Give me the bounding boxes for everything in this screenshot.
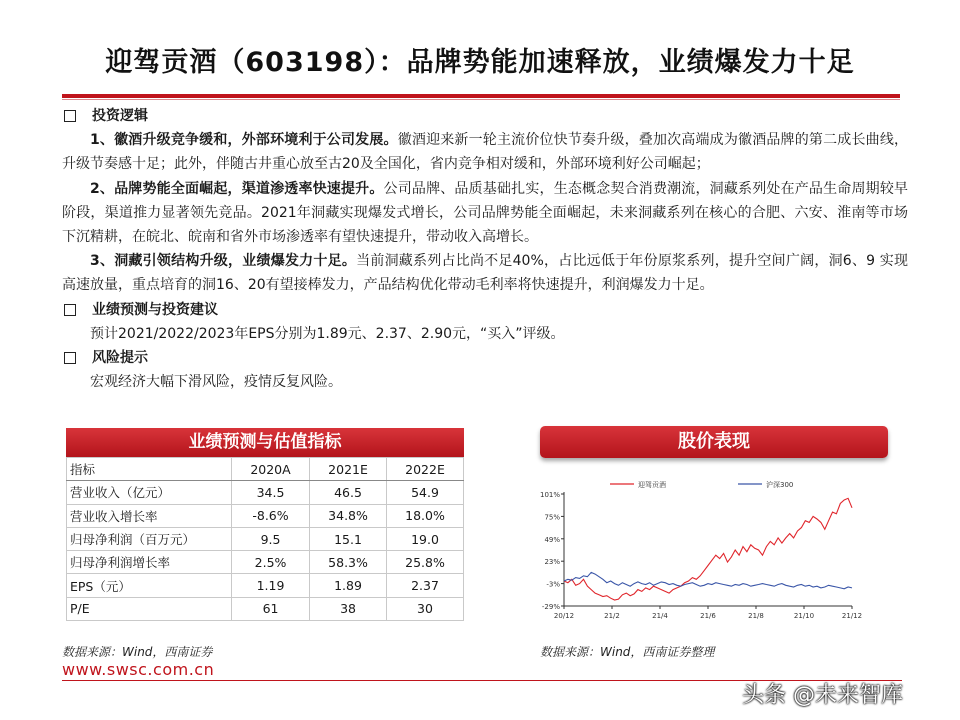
table-header-row bbox=[67, 458, 464, 481]
table-cell: 19.0 bbox=[387, 527, 464, 550]
series-line-1 bbox=[564, 498, 852, 600]
section-heading-forecast: 业绩预测与投资建议 bbox=[62, 298, 908, 322]
table-cell: -8.6% bbox=[232, 504, 310, 527]
table-cell: 2.37 bbox=[387, 574, 464, 597]
y-tick-label: 49% bbox=[544, 535, 560, 544]
table-cell: 归母净利润增长率 bbox=[67, 551, 232, 574]
table-row bbox=[67, 481, 464, 504]
x-tick-label: 21/2 bbox=[604, 612, 620, 620]
title-divider bbox=[62, 94, 900, 98]
title-divider-thin bbox=[62, 99, 900, 100]
table-row bbox=[67, 551, 464, 574]
table-cell: 54.9 bbox=[387, 481, 464, 504]
footer-url: www.swsc.com.cn bbox=[62, 660, 215, 679]
table-header-cell: 2021E bbox=[310, 458, 387, 481]
risk-text: 宏观经济大幅下滑风险，疫情反复风险。 bbox=[90, 374, 342, 391]
stock-price-chart bbox=[520, 472, 880, 632]
table-cell: 25.8% bbox=[387, 551, 464, 574]
section-heading-logic: 投资逻辑 bbox=[62, 104, 908, 128]
forecast-text: 预计2021/2022/2023年EPS分别为1.89元、2.37、2.90元，“买入”评级。 bbox=[90, 325, 565, 342]
table-cell: 15.1 bbox=[310, 527, 387, 550]
bullet-square-icon bbox=[64, 352, 76, 364]
table-row bbox=[67, 574, 464, 597]
forecast-table bbox=[66, 457, 464, 621]
table-cell: 30 bbox=[387, 597, 464, 620]
table-cell: 归母净利润（百万元） bbox=[67, 527, 232, 550]
bullet-square-icon bbox=[64, 304, 76, 316]
page-title: 迎驾贡酒（603198）：品牌势能加速释放，业绩爆发力十足 bbox=[105, 47, 855, 78]
x-tick-label: 21/8 bbox=[748, 612, 764, 620]
table-cell: 58.3% bbox=[310, 551, 387, 574]
table-row bbox=[67, 527, 464, 550]
main-content bbox=[62, 104, 908, 394]
table-cell: EPS（元） bbox=[67, 574, 232, 597]
table-cell: 1.19 bbox=[232, 574, 310, 597]
table-cell: 18.0% bbox=[387, 504, 464, 527]
table-title: 业绩预测与估值指标 bbox=[66, 428, 464, 457]
x-tick-label: 21/6 bbox=[700, 612, 716, 620]
series-line-2 bbox=[564, 572, 852, 588]
watermark: 头条 @未来智库 bbox=[742, 683, 903, 708]
x-tick-label: 21/10 bbox=[793, 612, 815, 620]
x-tick-label: 20/12 bbox=[553, 612, 575, 620]
paragraph-1: 1、徽酒升级竞争缓和，外部环境利于公司发展。徽酒迎来新一轮主流价位快节奏升级，叠加次高端成为徽酒品牌的第二成长曲线，升级节奏感十足；此外，伴随古井重心放至古20及全国化，省内竞争相对缓和，外部环境利好公司崛起； bbox=[62, 132, 908, 173]
x-tick-label: 21/4 bbox=[652, 612, 668, 620]
table-cell: 营业收入（亿元） bbox=[67, 481, 232, 504]
y-tick-label: 75% bbox=[544, 513, 560, 522]
table-cell: 营业收入增长率 bbox=[67, 504, 232, 527]
legend-label: 迎驾贡酒 bbox=[638, 481, 666, 489]
table-header-cell: 2022E bbox=[387, 458, 464, 481]
legend-label: 沪深300 bbox=[766, 481, 794, 489]
table-header-cell: 指标 bbox=[67, 458, 232, 481]
table-cell: P/E bbox=[67, 597, 232, 620]
paragraph-3: 3、洞藏引领结构升级，业绩爆发力十足。当前洞藏系列占比尚不足40%，占比远低于年份原浆系列，提升空间广阔，洞6、9 实现高速放量，重点培育的洞16、20有望接棒发力，产品结构优化带动毛利率将快速提升，利润爆发力十足。 bbox=[62, 253, 908, 294]
y-tick-label: 101% bbox=[539, 491, 560, 499]
table-cell: 38 bbox=[310, 597, 387, 620]
table-cell: 2.5% bbox=[232, 551, 310, 574]
x-tick-label: 21/12 bbox=[841, 612, 863, 620]
section-heading-risk: 风险提示 bbox=[62, 346, 908, 370]
table-cell: 9.5 bbox=[232, 527, 310, 550]
table-row bbox=[67, 504, 464, 527]
paragraph-2: 2、品牌势能全面崛起，渠道渗透率快速提升。公司品牌、品质基础扎实，生态概念契合消费潮流，洞藏系列处在产品生命周期较早阶段，渠道推力显著领先竞品。2021年洞藏实现爆发式增长，公司品牌势能全面崛起，未来洞藏系列在核心的合肥、六安、淮南等市场下沉精耕，在皖北、皖南和省外市场渗透率有望快速提升，带动收入高增长。 bbox=[62, 180, 909, 246]
bullet-square-icon bbox=[64, 110, 76, 122]
table-header-cell: 2020A bbox=[232, 458, 310, 481]
y-tick-label: 23% bbox=[544, 558, 560, 567]
y-tick-label: -29% bbox=[541, 603, 560, 611]
table-cell: 61 bbox=[232, 597, 310, 620]
table-cell: 34.8% bbox=[310, 504, 387, 527]
y-tick-label: -3% bbox=[546, 580, 560, 589]
chart-title: 股价表现 bbox=[540, 426, 888, 458]
forecast-table-panel bbox=[66, 428, 464, 621]
table-cell: 1.89 bbox=[310, 574, 387, 597]
chart-source: 数据来源：Wind，西南证券整理 bbox=[540, 645, 715, 659]
table-cell: 46.5 bbox=[310, 481, 387, 504]
table-row bbox=[67, 597, 464, 620]
table-source: 数据来源：Wind，西南证券 bbox=[62, 645, 213, 659]
table-cell: 34.5 bbox=[232, 481, 310, 504]
